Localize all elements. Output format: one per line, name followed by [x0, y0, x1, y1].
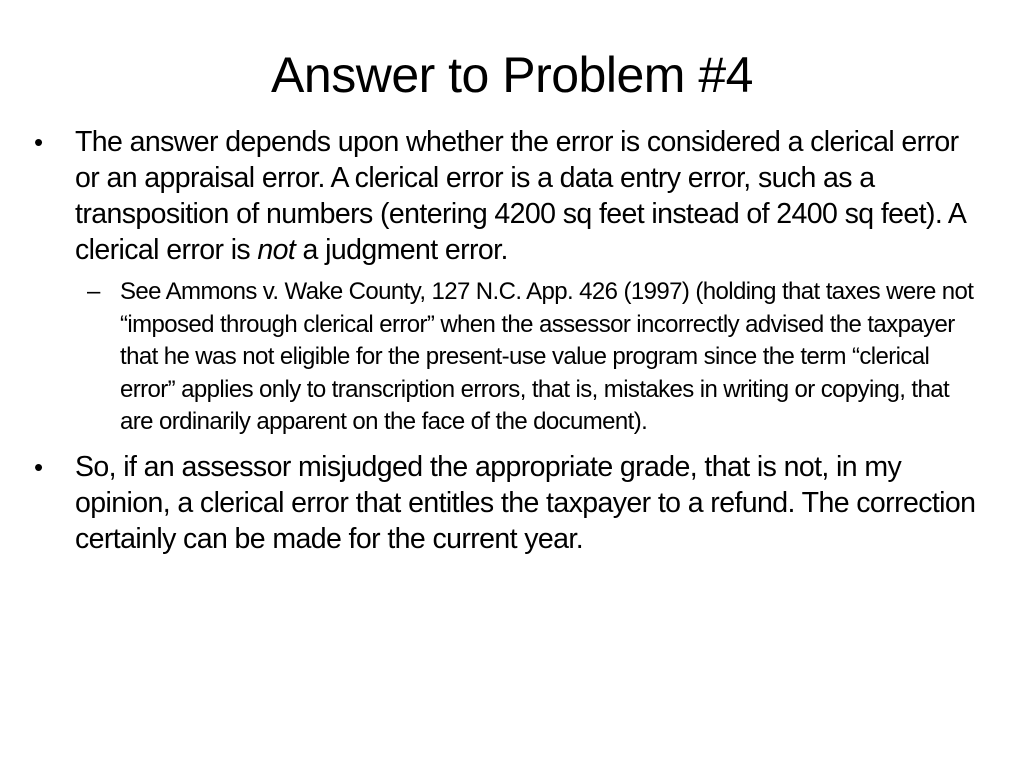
sub-bullet-item-1: [87, 276, 980, 439]
bullet-text: So, if an assessor misjudged the appropriate grade, that is not, in my opinion, a clerical error that entitles the taxpayer to a refund. The correction certainly can be made for the current year.: [75, 450, 976, 555]
bullet-emphasis: not: [257, 234, 296, 266]
slide-title: Answer to Problem #4: [271, 47, 753, 103]
slide-body: [34, 124, 980, 557]
bullet-item-1: [34, 124, 980, 268]
bullet-marker: •: [34, 451, 43, 482]
bullet-item-2: [34, 449, 980, 557]
bullet-text-part: The answer depends upon whether the error is considered a clerical error or an appraisal error. A clerical error is a data entry error, such as a transposition of numbers (entering 4200 sq feet instead of 2400 sq feet). A clerical error is: [75, 126, 965, 266]
bullet-marker: •: [34, 127, 43, 157]
sub-bullet-marker: –: [87, 278, 100, 305]
sub-bullet-text: See Ammons v. Wake County, 127 N.C. App. 426 (1997) (holding that taxes were not “imposed through clerical error” when the assessor incorrectly advised the taxpayer that he was not eligible for the present-use value program since the term “clerical error” applies only to transcription errors, that is, mistakes in writing or copying, that are ordinarily apparent on the face of the document).: [120, 278, 974, 435]
bullet-text-part: a judgment error.: [295, 234, 508, 266]
